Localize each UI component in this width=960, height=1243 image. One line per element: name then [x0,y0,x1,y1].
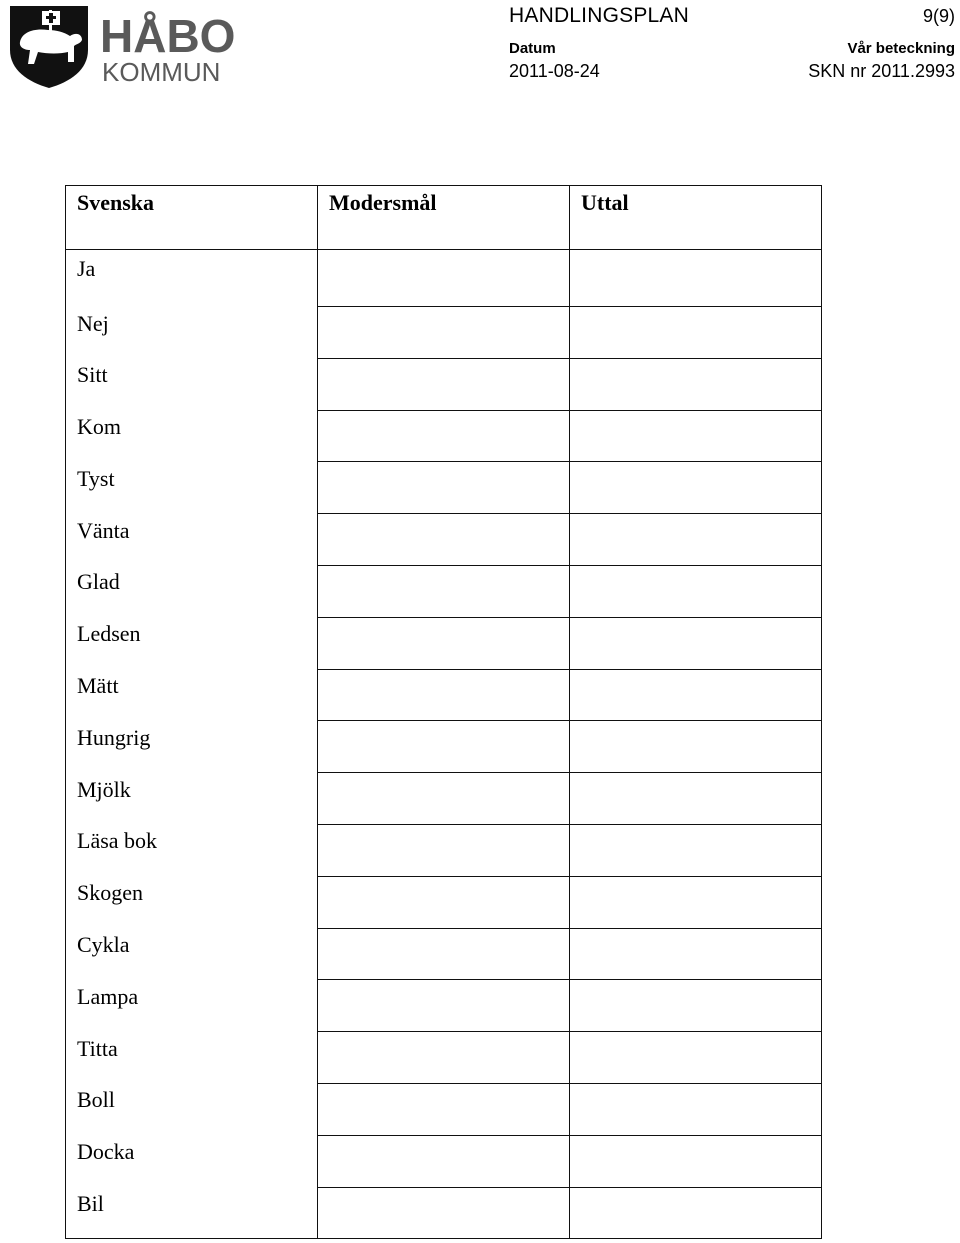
uttal-cell[interactable] [570,1187,822,1239]
modersmal-cell[interactable] [318,250,570,307]
svenska-word: Glad [66,565,318,617]
uttal-cell[interactable] [570,617,822,669]
svenska-word: Bil [66,1187,318,1239]
modersmal-cell[interactable] [318,1032,570,1084]
habo-coat-of-arms-icon [10,6,88,88]
modersmal-cell[interactable] [318,928,570,980]
svenska-word: Kom [66,410,318,462]
table-row [66,876,822,928]
table-row [66,773,822,825]
table-header-row [66,186,822,250]
svenska-word: Läsa bok [66,824,318,876]
habo-logo [4,2,236,88]
uttal-cell[interactable] [570,250,822,307]
uttal-cell[interactable] [570,824,822,876]
svenska-word: Boll [66,1083,318,1135]
reference-label: Vår beteckning [847,40,955,57]
modersmal-cell[interactable] [318,514,570,566]
modersmal-cell[interactable] [318,1083,570,1135]
uttal-cell[interactable] [570,1135,822,1187]
table-row [66,721,822,773]
svenska-word: Ja [66,250,318,307]
uttal-cell[interactable] [570,773,822,825]
modersmal-cell[interactable] [318,721,570,773]
uttal-cell[interactable] [570,514,822,566]
table-row [66,565,822,617]
svenska-word: Mätt [66,669,318,721]
header-uttal: Uttal [570,186,822,250]
uttal-cell[interactable] [570,721,822,773]
table-row [66,250,822,307]
uttal-cell[interactable] [570,410,822,462]
modersmal-cell[interactable] [318,565,570,617]
table-row [66,928,822,980]
table-row [66,307,822,359]
table-row [66,358,822,410]
svenska-word: Nej [66,307,318,359]
logo-text-kommun: KOMMUN [102,57,221,87]
svenska-word: Lampa [66,980,318,1032]
uttal-cell[interactable] [570,307,822,359]
date-value: 2011-08-24 [509,61,600,81]
table-row [66,1135,822,1187]
table-row [66,1083,822,1135]
modersmal-cell[interactable] [318,876,570,928]
uttal-cell[interactable] [570,669,822,721]
modersmal-cell[interactable] [318,617,570,669]
uttal-cell[interactable] [570,980,822,1032]
svenska-word: Ledsen [66,617,318,669]
svenska-word: Mjölk [66,773,318,825]
svenska-word: Cykla [66,928,318,980]
table-row [66,980,822,1032]
document-title: HANDLINGSPLAN [509,4,689,27]
svenska-word: Tyst [66,462,318,514]
modersmal-cell[interactable] [318,980,570,1032]
uttal-cell[interactable] [570,358,822,410]
modersmal-cell[interactable] [318,307,570,359]
uttal-cell[interactable] [570,1032,822,1084]
table-row [66,1032,822,1084]
modersmal-cell[interactable] [318,1135,570,1187]
uttal-cell[interactable] [570,928,822,980]
modersmal-cell[interactable] [318,358,570,410]
table-row [66,824,822,876]
logo-text-habo: HÅBO [100,10,236,62]
modersmal-cell[interactable] [318,824,570,876]
table-row [66,410,822,462]
table-row [66,1187,822,1239]
reference-value: SKN nr 2011.2993 [808,61,955,81]
header-modersmal: Modersmål [318,186,570,250]
page-number: 9(9) [922,6,955,26]
modersmal-cell[interactable] [318,1187,570,1239]
uttal-cell[interactable] [570,565,822,617]
date-label: Datum [509,40,556,57]
uttal-cell[interactable] [570,876,822,928]
vocabulary-table [65,185,822,1239]
table-row [66,669,822,721]
svenska-word: Titta [66,1032,318,1084]
modersmal-cell[interactable] [318,462,570,514]
uttal-cell[interactable] [570,462,822,514]
svenska-word: Hungrig [66,721,318,773]
modersmal-cell[interactable] [318,669,570,721]
modersmal-cell[interactable] [318,410,570,462]
table-row [66,462,822,514]
modersmal-cell[interactable] [318,773,570,825]
svenska-word: Sitt [66,358,318,410]
table-row [66,514,822,566]
header-svenska: Svenska [66,186,318,250]
uttal-cell[interactable] [570,1083,822,1135]
svenska-word: Skogen [66,876,318,928]
svenska-word: Docka [66,1135,318,1187]
svenska-word: Vänta [66,514,318,566]
table-row [66,617,822,669]
